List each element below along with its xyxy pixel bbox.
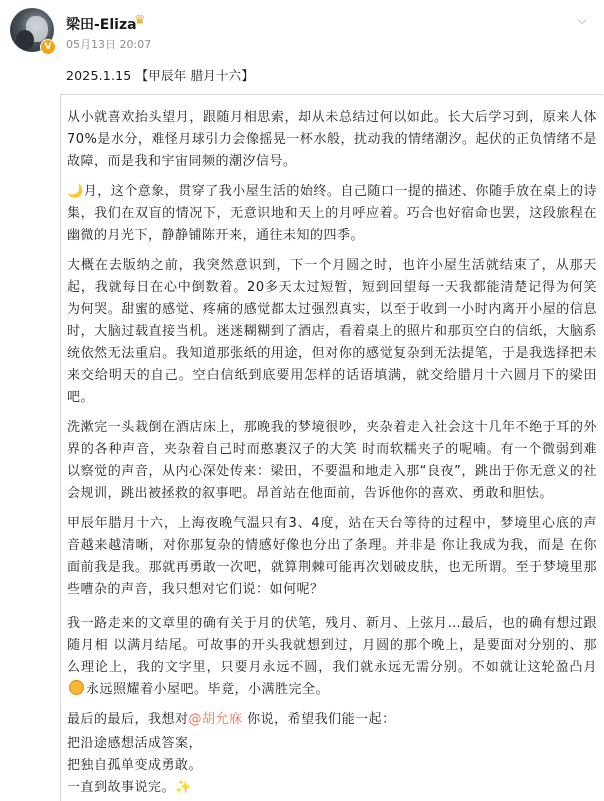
closing-line-1: 把沿途感想活成答案， xyxy=(67,736,203,751)
user-mention-link[interactable]: @胡允庥 xyxy=(188,712,243,727)
closing-line-3-text: 一直到故事说完。 xyxy=(67,780,176,795)
chevron-down-icon[interactable]: ⌵ xyxy=(577,13,587,27)
crescent-moon-icon: 🌙 xyxy=(67,184,84,199)
post-timestamp: 05月13日 20:07 xyxy=(66,38,152,51)
avatar-shadow xyxy=(16,30,34,50)
paragraph-2-text: 月，这个意象，贯穿了我小屋生活的始终。自己随口一提的描述、你随手放在桌上的诗集，我们在双盲的情况下，无意识地和天上的月呼应着。巧合也好宿命也罢，这段旅程在幽微的月光下，静静铺陈开来，通往未知的四季。 xyxy=(67,184,597,243)
paragraph-5: 甲辰年腊月十六，上海夜晚气温只有3、4度，站在天台等待的过程中，梦境里心底的声音越来越清晰，对你那复杂的情感好像也分出了条理。并非是 你让我成为我，而是 在你面前我是我。那就再勇敢一次吧，就算荆棘可能再次划破皮肤，也无所谓。至于梦境里那些嘈杂的声音，我只想对它们说：如何呢？ xyxy=(67,516,597,597)
paragraph-7 xyxy=(67,709,597,731)
author-name[interactable]: 梁田-Eliza xyxy=(66,17,137,33)
post-header xyxy=(0,0,604,83)
verified-badge-icon: V xyxy=(40,39,56,55)
crown-icon[interactable]: ♛ xyxy=(134,13,146,28)
sparkle-icon: ✨ xyxy=(175,780,192,795)
paragraph-7-text-b: 你说，希望我们能一起： xyxy=(242,712,396,727)
paragraph-6-text-b: 永远照耀着小屋吧。毕竟，小满胜完全。 xyxy=(86,682,330,697)
paragraph-2 xyxy=(67,181,597,247)
paragraph-7-text-a: 最后的最后，我想对 xyxy=(67,712,189,727)
paragraph-6 xyxy=(67,613,597,701)
closing-line-2: 把独自孤单变成勇敢。 xyxy=(67,758,203,773)
post-dateline: 2025.1.15 【甲辰年 腊月十六】 xyxy=(66,68,255,83)
paragraph-6-text-a: 我一路走来的文章里的确有关于月的伏笔，残月、新月、上弦月…最后，也的确有想过跟随月相 以满月结尾。可故事的开头我就想到过，月圆的那个晚上，是要面对分别的、那么理论上，我的文字里，只要月永远不圆，我们就永远无需分别。不如就让这轮盈凸月 xyxy=(67,616,597,675)
post-content-card xyxy=(60,94,603,801)
paragraph-4: 洗漱完一头栽倒在酒店床上，那晚我的梦境很吵，夹杂着走入社会这十几年不绝于耳的外界的各种声音，夹杂着自己时而憨裹汉子的大笑 时而软糯夹子的呢喃。有一个微弱到难以察觉的声音，从内心深处传来：梁田，不要温和地走入那“良夜”，跳出于你无意义的社会规训，跳出被拯救的叙事吧。昂首站在他面前，告诉他你的喜欢、勇敢和胆怯。 xyxy=(67,420,597,501)
paragraph-1: 从小就喜欢抬头望月，跟随月相思索，却从未总结过何以如此。长大后学习到，原来人体70%是水分，难怪月球引力会像摇晃一杯水般，扰动我的情绪潮汐。起伏的正负情绪不是故障，而是我和宇宙同频的潮汐信号。 xyxy=(67,110,597,169)
closing-line-3 xyxy=(67,777,192,799)
paragraph-3: 大概在去版纳之前，我突然意识到，下一个月圆之时，也许小屋生活就结束了，从那天起，我就每日在心中倒数着。20多天太过短暂，短到回望每一天我都能清楚记得为何笑为何哭。甜蜜的感觉、疼痛的感觉都太过强烈真实，以至于收到一小时内离开小屋的信息时，大脑过载直接当机。迷迷糊糊到了酒店，看着桌上的照片和那页空白的信纸，大脑系统依然无法重启。我知道那张纸的用途，但对你的感觉复杂到无法提笔，于是我选择把未来交给明天的自己。空白信纸到底要用怎样的话语填满，就交给腊月十六圆月下的梁田吧。 xyxy=(67,258,597,405)
full-moon-icon xyxy=(69,680,84,695)
